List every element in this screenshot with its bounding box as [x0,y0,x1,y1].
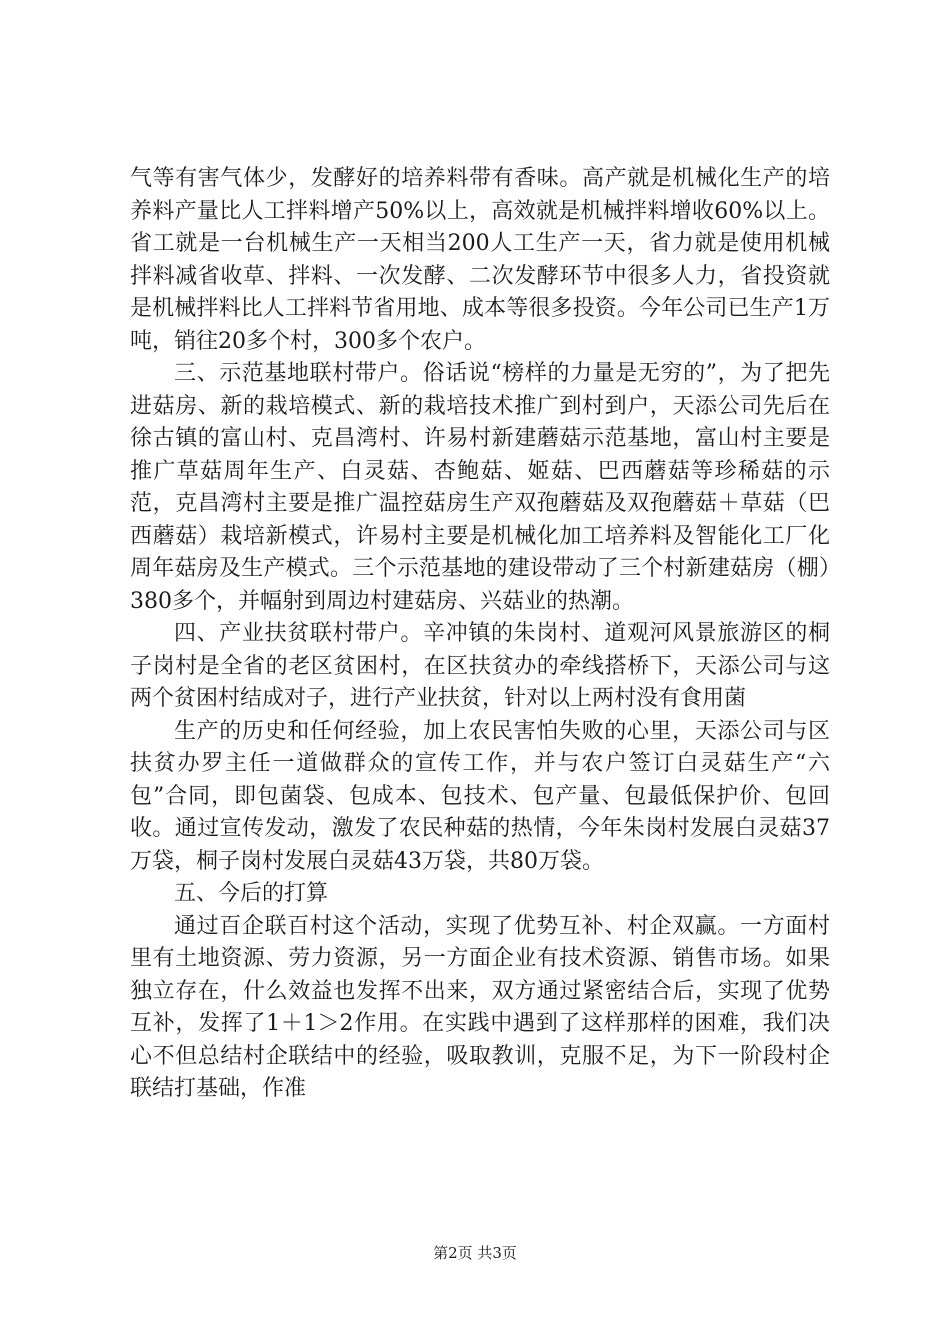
paragraph: 四、产业扶贫联村带户。辛冲镇的朱岗村、道观河风景旅游区的桐子岗村是全省的老区贫困村，在区扶贫办的牵线搭桥下，天添公司与这两个贫困村结成对子，进行产业扶贫，针对以上两村没有食用菌 [130,621,830,711]
paragraph: 气等有害气体少，发酵好的培养料带有香味。高产就是机械化生产的培养料产量比人工拌料增产50%以上，高效就是机械拌料增收60%以上。省工就是一台机械生产一天相当200人工生产一天，省力就是使用机械拌料减省收草、拌料、一次发酵、二次发酵环节中很多人力，省投资就是机械拌料比人工拌料节省用地、成本等很多投资。今年公司已生产1万吨，销往20多个村，300多个农户。 [130,166,830,354]
paragraph: 通过百企联百村这个活动，实现了优势互补、村企双赢。一方面村里有土地资源、劳力资源，另一方面企业有技术资源、销售市场。如果独立存在，什么效益也发挥不出来，双方通过紧密结合后，实现了优势互补，发挥了1＋1＞2作用。在实践中遇到了这样那样的困难，我们决心不但总结村企联结中的经验，吸取教训，克服不足，为下一阶段村企联结打基础，作准 [130,913,830,1101]
document-body [130,163,830,1106]
paragraph: 三、示范基地联村带户。俗话说“榜样的力量是无穷的”，为了把先进菇房、新的栽培模式、新的栽培技术推广到村到户，天添公司先后在徐古镇的富山村、克昌湾村、许易村新建蘑菇示范基地，富山村主要是推广草菇周年生产、白灵菇、杏鲍菇、姬菇、巴西蘑菇等珍稀菇的示范，克昌湾村主要是推广温控菇房生产双孢蘑菇及双孢蘑菇＋草菇（巴西蘑菇）栽培新模式，许易村主要是机械化加工培养料及智能化工厂化周年菇房及生产模式。三个示范基地的建设带动了三个村新建菇房（棚）380多个，并幅射到周边村建菇房、兴菇业的热潮。 [130,361,830,614]
page-footer: 第2页 共3页 [433,1244,517,1262]
paragraph: 生产的历史和任何经验，加上农民害怕失败的心里，天添公司与区扶贫办罗主任一道做群众的宣传工作，并与农户签订白灵菇生产“六包”合同，即包菌袋、包成本、包技术、包产量、包最低保护价、包回收。通过宣传发动，激发了农民种菇的热情，今年朱岗村发展白灵菇37万袋，桐子岗村发展白灵菇43万袋，共80万袋。 [130,718,830,874]
section-heading: 五、今后的打算 [174,881,329,906]
